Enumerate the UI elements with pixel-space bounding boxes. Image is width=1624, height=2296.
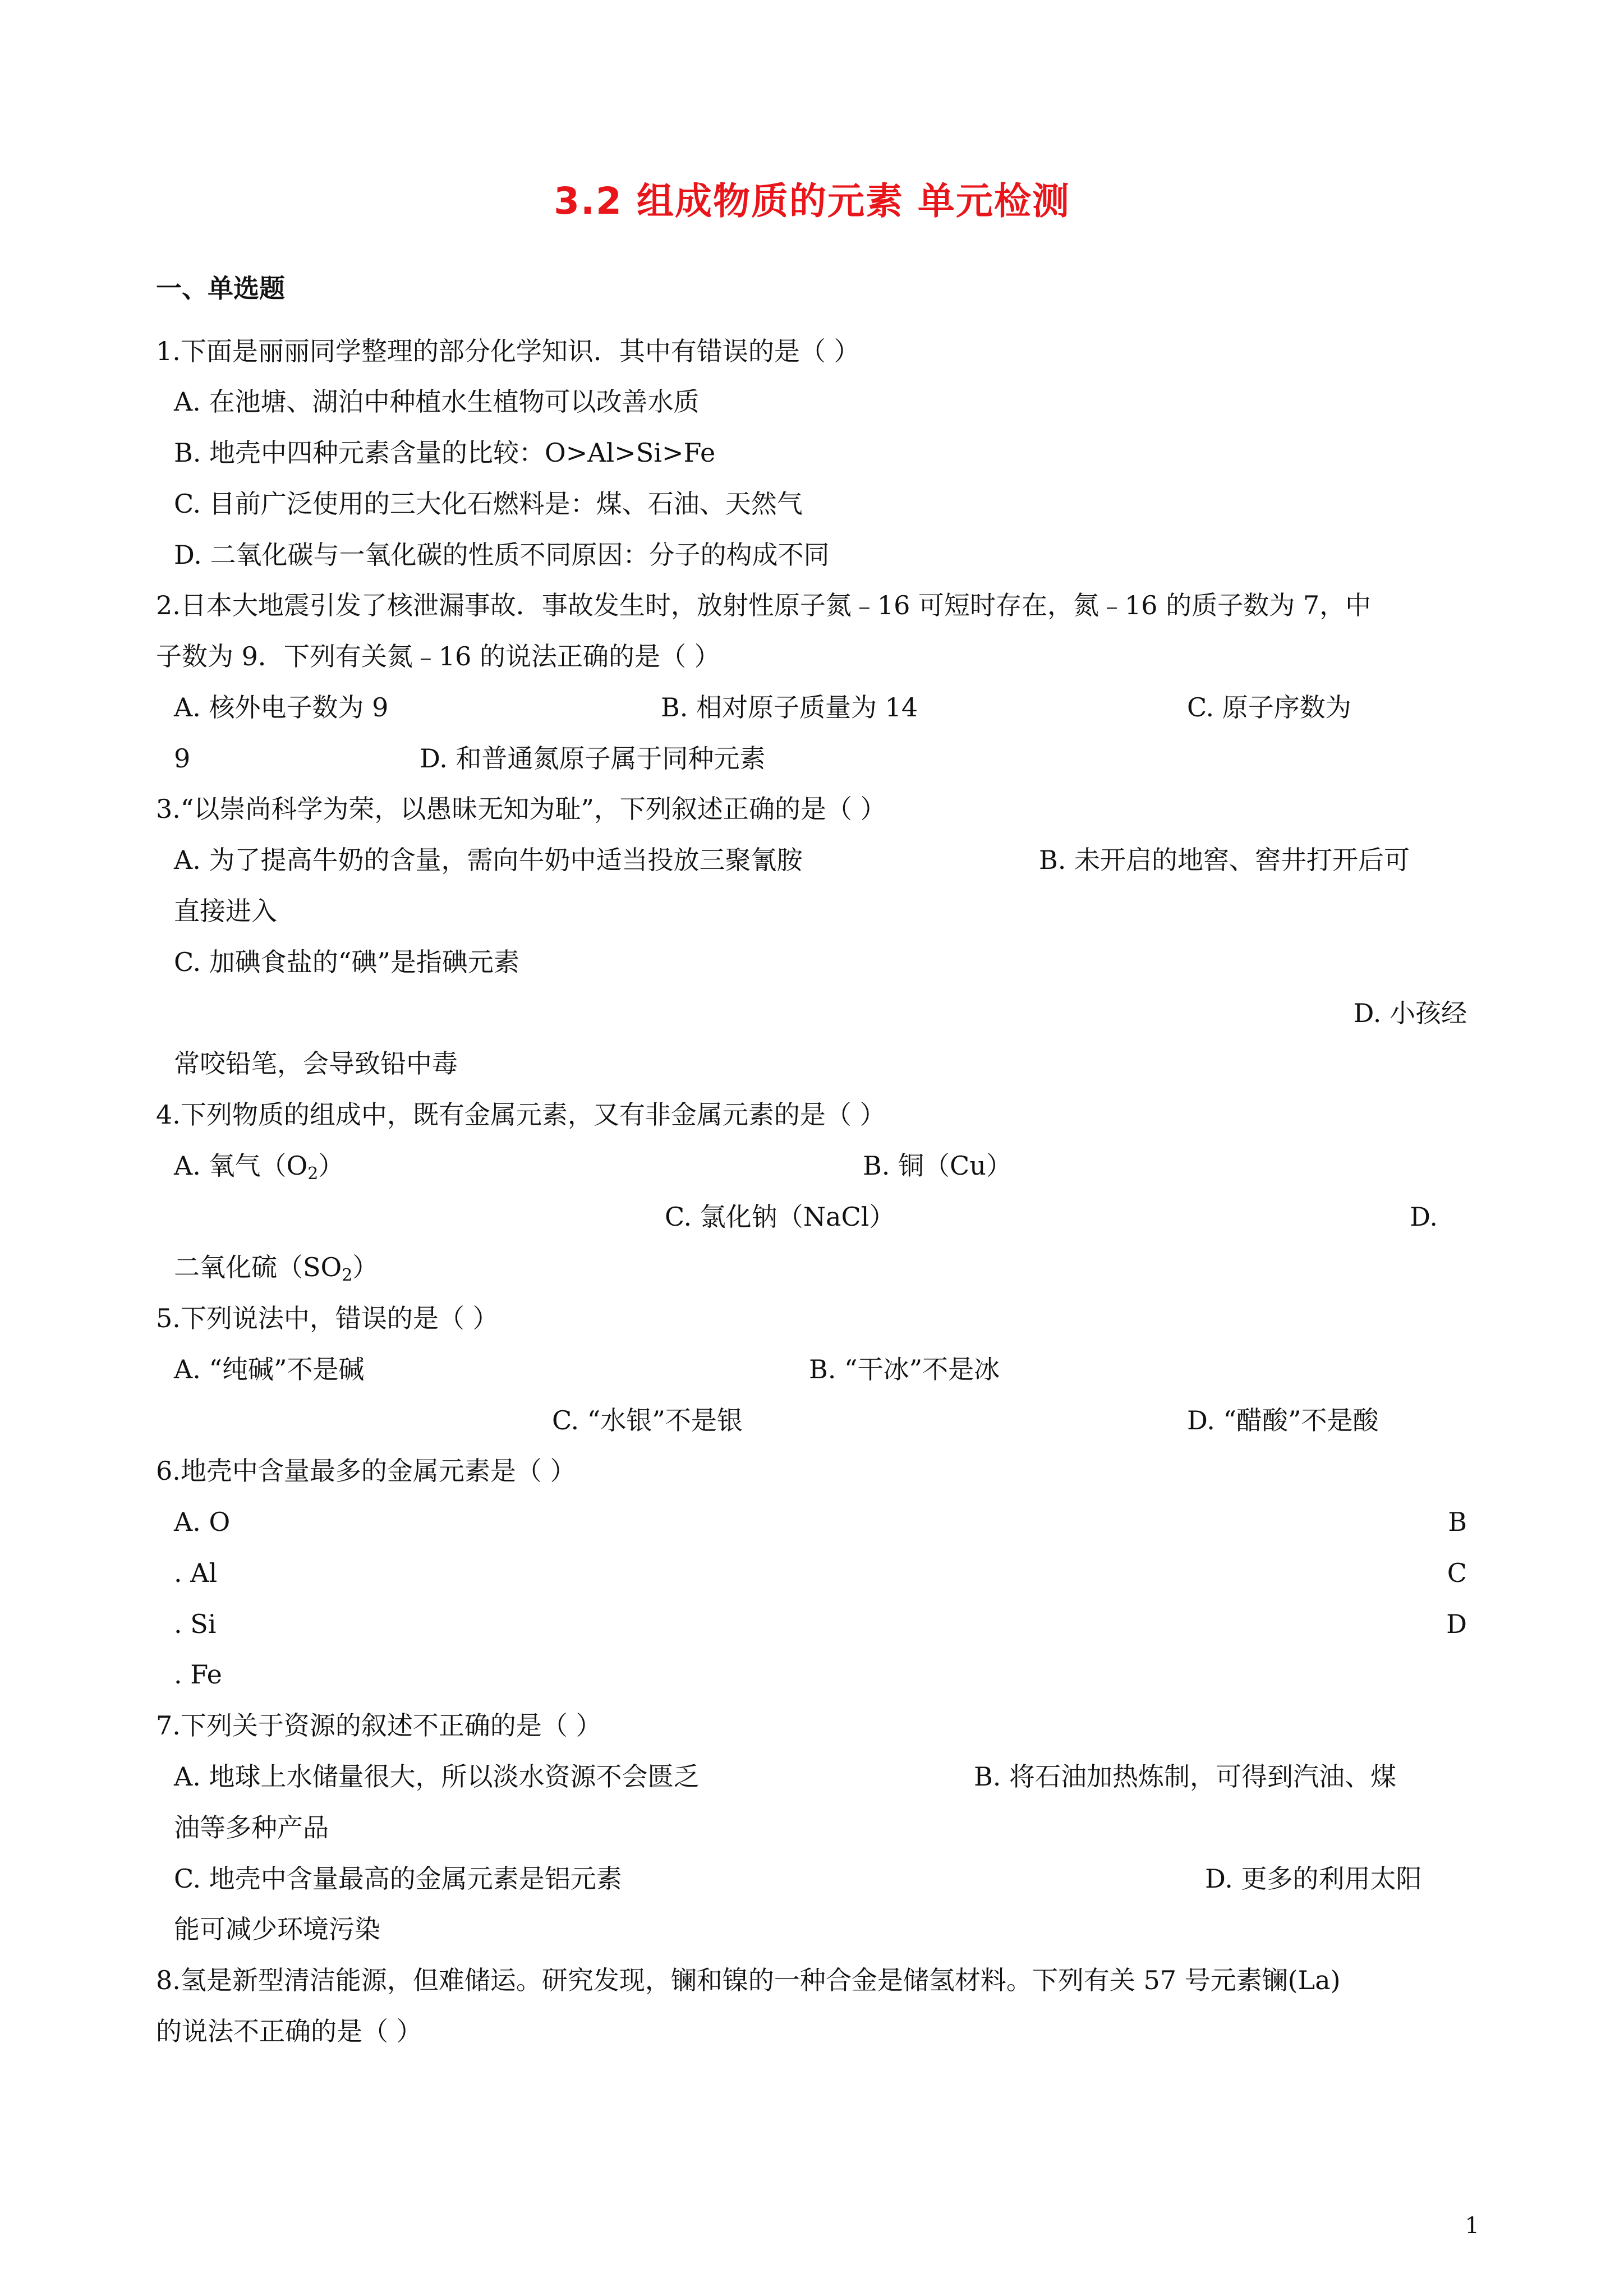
- q5-option-d: D. “醋酸”不是酸: [1187, 1405, 1379, 1435]
- q4-option-d-cont: 二氧化硫$(SO_2)$: [174, 1252, 379, 1285]
- q8-stem-line1: 8.氢是新型清洁能源，但难储运。研究发现，镧和镍的一种合金是储氢材料。下列有关 57 号元素镧(La): [156, 1965, 1341, 1995]
- q6-option-a: A. O: [174, 1507, 231, 1537]
- q5-option-c: C. “水银”不是银: [552, 1405, 743, 1435]
- q7-option-b-cont: 油等多种产品: [174, 1812, 329, 1843]
- q4-option-c: C. 氯化钠（NaCl）: [665, 1202, 895, 1232]
- q3-option-d: D. 小孩经: [1353, 998, 1467, 1028]
- q6-option-c: . Si: [174, 1609, 217, 1639]
- q3-option-c: C. 加碘食盐的“碘”是指碘元素: [174, 947, 519, 977]
- q3-option-b: B. 未开启的地窖、窖井打开后可: [1039, 845, 1410, 875]
- q7-stem: 7.下列关于资源的叙述不正确的是（ ）: [156, 1710, 602, 1741]
- q6-option-d: . Fe: [174, 1659, 222, 1690]
- q2-option-a: A. 核外电子数为 9: [174, 692, 389, 723]
- q6-stem: 6.地壳中含量最多的金属元素是（ ）: [156, 1456, 576, 1486]
- q3-option-a: A. 为了提高牛奶的含量，需向牛奶中适当投放三聚氰胺: [174, 845, 803, 875]
- q1-option-d: D. 二氧化碳与一氧化碳的性质不同原因：分子的构成不同: [174, 540, 830, 570]
- q2-option-b: B. 相对原子质量为 14: [661, 692, 918, 723]
- q6-option-b: . Al: [174, 1558, 218, 1588]
- q2-option-c-cont: 9: [174, 743, 191, 774]
- q2-stem-line2: 子数为 9．下列有关氮﹣16 的说法正确的是（ ）: [156, 641, 720, 671]
- q2-option-c: C. 原子序数为: [1187, 692, 1351, 723]
- q5-stem: 5.下列说法中，错误的是（ ）: [156, 1303, 499, 1333]
- q6-option-c-label: C: [1447, 1558, 1467, 1588]
- q5-option-b: B. “干冰”不是冰: [809, 1354, 1000, 1384]
- q2-option-d: D. 和普通氮原子属于同种元素: [420, 743, 766, 774]
- q5-option-a: A. “纯碱”不是碱: [174, 1354, 365, 1384]
- q7-option-c: C. 地壳中含量最高的金属元素是铝元素: [174, 1864, 622, 1894]
- q6-option-b-label: B: [1448, 1507, 1467, 1537]
- q7-option-a: A. 地球上水储量很大，所以淡水资源不会匮乏: [174, 1761, 700, 1792]
- q3-stem: 3.“以崇尚科学为荣，以愚昧无知为耻”，下列叙述正确的是（ ）: [156, 794, 886, 824]
- q3-option-d-cont: 常咬铅笔，会导致铅中毒: [174, 1048, 458, 1079]
- q4-option-a: A. 氧气$(O_2)$: [174, 1151, 344, 1184]
- q4-option-d: D.: [1410, 1202, 1438, 1232]
- q4-stem: 4.下列物质的组成中，既有金属元素，又有非金属元素的是（ ）: [156, 1099, 886, 1130]
- q4-option-b: B. 铜（Cu）: [863, 1151, 1012, 1181]
- q1-option-a: A. 在池塘、湖泊中种植水生植物可以改善水质: [174, 386, 700, 417]
- q7-option-d-cont: 能可减少环境污染: [174, 1914, 380, 1944]
- q6-option-d-label: D: [1446, 1609, 1467, 1639]
- q1-option-c: C. 目前广泛使用的三大化石燃料是：煤、石油、天然气: [174, 489, 803, 519]
- q3-option-b-cont: 直接进入: [174, 896, 277, 926]
- page-number: 1: [1465, 2213, 1479, 2239]
- q7-option-b: B. 将石油加热炼制，可得到汽油、煤: [974, 1761, 1397, 1792]
- q2-stem-line1: 2.日本大地震引发了核泄漏事故．事故发生时，放射性原子氮﹣16 可短时存在，氮﹣16 的质子数为 7，中: [156, 590, 1372, 620]
- page-title: 3.2 组成物质的元素 单元检测: [554, 180, 1070, 223]
- q1-stem: 1.下面是丽丽同学整理的部分化学知识．其中有错误的是（ ）: [156, 336, 860, 366]
- section-heading: 一、单选题: [156, 273, 285, 303]
- q8-stem-line2: 的说法不正确的是（ ）: [156, 2016, 422, 2046]
- q7-option-d: D. 更多的利用太阳: [1205, 1864, 1422, 1894]
- q1-option-b: B. 地壳中四种元素含量的比较：O>Al>Si>Fe: [174, 438, 716, 468]
